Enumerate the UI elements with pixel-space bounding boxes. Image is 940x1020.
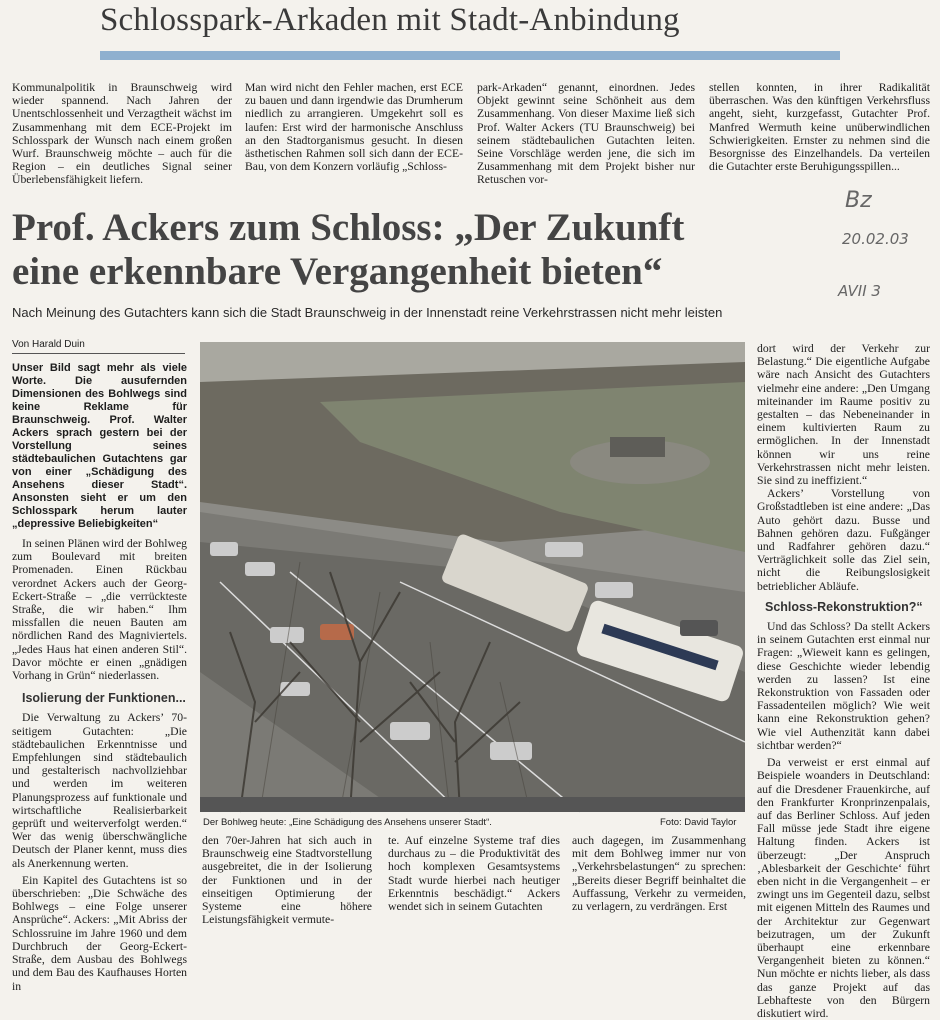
- top-column-3: park-Arkaden“ genannt, einordnen. Jedes Objekt gewinnt seine Schönheit aus dem Zusammenhang. Von dieser Maxime ließ sich Prof. Walter Ackers (TU Braunschweig) bei seinem städtebaulichen Gutachten leiten. Seine Vorschläge werden jene, die sich im Zusammenhang mit dem Projekt bisher nur Retuschen vor-: [477, 81, 695, 187]
- bottom-column-1: den 70er-Jahren hat sich auch in Braunschweig eine Stadtvorstellung ausgebreitet, die in der Isolierung der Funktionen und in der einseitigen Optimierung der Systeme eine höhere Leistungsfähigkeit vermute-: [202, 834, 372, 927]
- paragraph: Da verweist er erst einmal auf Beispiele woanders in Deutschland: auf die Dresdener Frauenkirche, auf den Frankfurter Kronprinzenpalais, auf das Berliner Schloss. Auf jeden Fall müsse jede Stadt ihre eigene Haltung finden. Ackers ist überzeugt: „Der Anspruch ‚Ablesbarkeit der Geschichte‘ führt eben nicht in die Vergangenheit – er zwingt uns im Gegenteil dazu, selbst mit eigenen Mitteln des Raumes und der Architektur zur Gegenwart beizutragen, um der Zukunft überhaupt eine erkennbare Vergangenheit bieten zu können.“ Nun möchte er nichts lieber, als dass das ganze Projekt auf das Lebhafteste von den Bürgern diskutiert wird.: [757, 756, 930, 1020]
- headline-line-1: Prof. Ackers zum Schloss: „Der Zukunft: [12, 206, 685, 249]
- paragraph: Die Verwaltung zu Ackers’ 70-seitigem Gutachten: „Die städtebaulichen Erkenntnisse und Empfehlungen sind städtebaulich und gestalterisch nachvollziehbar und werden im weiteren Planungsprozess auf funktionale und wirtschaftliche Realisierbarkeit geprüft und weiterverfolgt werden.“ Wer das wenig überschwängliche Deutsch der Planer kennt, muss dies als Anerkennung werten.: [12, 711, 187, 870]
- handwritten-note-date: 20.02.03: [842, 230, 909, 248]
- paragraph: Ackers’ Vorstellung von Großstadtleben ist eine andere: „Das Auto gehört dazu. Busse und Bahnen gehören dazu. Fußgänger und Radfahrer gehören dazu.“ Verträglichkeit solle das Ziel sein, nicht die Reibungslosigkeit betrieblicher Abläufe.: [757, 487, 930, 593]
- subheading-isolierung: Isolierung der Funktionen...: [22, 691, 186, 706]
- photo-caption: Der Bohlweg heute: „Eine Schädigung des Ansehens unserer Stadt“.: [203, 817, 492, 828]
- section-banner-title: Schlosspark-Arkaden mit Stadt-Anbindung: [100, 2, 680, 38]
- bohlweg-photo-illustration: [200, 342, 745, 812]
- top-column-4: stellen konnten, in ihrer Radikalität überraschen. Was den künftigen Verkehrsfluss angeht, sieht, kurzgefasst, Gutachter Prof. Manfred Wermuth keine unüberwindlichen Schwierigkeiten. Ernster zu nehmen sind die Besorgnisse des Einzelhandels. Da verteilen die Gutachter erste Beruhigungsspillen...: [709, 81, 930, 174]
- right-column: [757, 342, 930, 1020]
- byline: Von Harald Duin: [12, 339, 185, 354]
- banner-rule: [100, 51, 840, 60]
- paragraph: Und das Schloss? Da stellt Ackers in seinem Gutachten erst einmal nur Fragen: „Wieweit kann es gelingen, diese Geschichte wieder lebendig werden zu lassen? Ist eine Rekonstruktion von Fassaden oder Fassadenteilen möglich? Wie weit kann eine Rekonstruktion gehen? Wie viel Authenzität kann dabei sichtbar werden?“: [757, 620, 930, 752]
- left-column: [12, 362, 187, 993]
- street-photo: [200, 342, 745, 812]
- headline-line-2: eine erkennbare Vergangenheit bieten“: [12, 250, 663, 293]
- paragraph: Ein Kapitel des Gutachtens ist so überschrieben: „Die Schwäche des Bohlwegs – eine Folge unserer Ansprüche“. Ackers: „Mit Abriss der Schlossruine im Jahre 1960 und dem Durchbruch der Georg-Eckert-Straße, dem Ausbau des Bohlwegs und dem Bau des Kaufhauses Horten in: [12, 873, 187, 993]
- bottom-column-3: auch dagegen, im Zusammenhang mit dem Bohlweg immer nur von „Verkehrsbelastungen“ zu sprechen: „Bereits dieser Begriff beinhaltet die Auffassung, Verkehr zu vermeiden, zu verlagern, zu verdrängen. Erst: [572, 834, 746, 914]
- top-column-2: Man wird nicht den Fehler machen, erst ECE zu bauen und dann irgendwie das Drumherum niedlich zu arrangieren. Umgekehrt soll es laufen: Erst wird der harmonische Anschluss an den Stadtorganismus gesucht. In diesen ästhetischen Rahmen soll sich dann der ECE-Bau, von dem Konzern vorläufig „Schloss-: [245, 81, 463, 174]
- handwritten-note-source: Bz: [845, 188, 872, 213]
- top-column-1: Kommunalpolitik in Braunschweig wird wieder spannend. Nach Jahren der Unentschlossenheit und Verzagtheit wächst im Zusammenhang mit dem ECE-Projekt im Schlosspark der Wunsch nach einem großen Wurf. Braunschweig möchte – auch für die Region – ein deutliches Signal seiner Überlebensfähigkeit liefern.: [12, 81, 232, 187]
- handwritten-note-code: AVII 3: [838, 282, 881, 300]
- article-lead: Unser Bild sagt mehr als viele Worte. Die ausufernden Dimensionen des Bohlwegs sind keine Reklame für Braunschweig. Prof. Walter Ackers sprach gestern bei der Vorstellung seines städtebaulichen Gutachtens gar von einer „Schädigung des Ansehens dieser Stadt“. Ansonsten sieht er um den Schlosspark herum lauter „depressive Beliebigkeiten“: [12, 362, 187, 530]
- paragraph: dort wird der Verkehr zur Belastung.“ Die eigentliche Aufgabe wäre nach Ansicht des Gutachters vielmehr eine andere: „Den Umgang miteinander im Raume positiv zu gestalten – das Nebeneinander in einem kultivierten Raum zu ermöglichen. In der Innenstadt können wir uns reine Verkehrstrassen nicht mehr leisten. Sie sind zu ineffizient.“: [757, 342, 930, 488]
- paragraph: In seinen Plänen wird der Bohlweg zum Boulevard mit breiten Promenaden. Einen Rückbau verordnet Ackers auch der Georg-Eckert-Straße – „die verrückteste Straße, die wir haben.“ Ihm missfallen die neuen Bauten am nördlichen Rand des Magniviertels. „Jedes Haus hat einen anderen Stil“. Davor möchte er einen „gnädigen Vorhang in Grün“ niederlassen.: [12, 537, 187, 683]
- photo-credit: Foto: David Taylor: [660, 817, 737, 828]
- subheading-rekonstruktion: Schloss-Rekonstruktion?“: [765, 599, 923, 614]
- article-subheadline: Nach Meinung des Gutachters kann sich die Stadt Braunschweig in der Innenstadt reine Verkehrstrassen nicht mehr leisten: [12, 305, 723, 320]
- article-headline: [12, 206, 812, 294]
- bottom-column-2: te. Auf einzelne Systeme traf dies durchaus zu – die Produktivität des hoch komplexen Gesamtsystems Stadt wurde hierbei nach heutiger Erkenntnis beschädigt.“ Ackers wendet sich in seinem Gutachten: [388, 834, 560, 914]
